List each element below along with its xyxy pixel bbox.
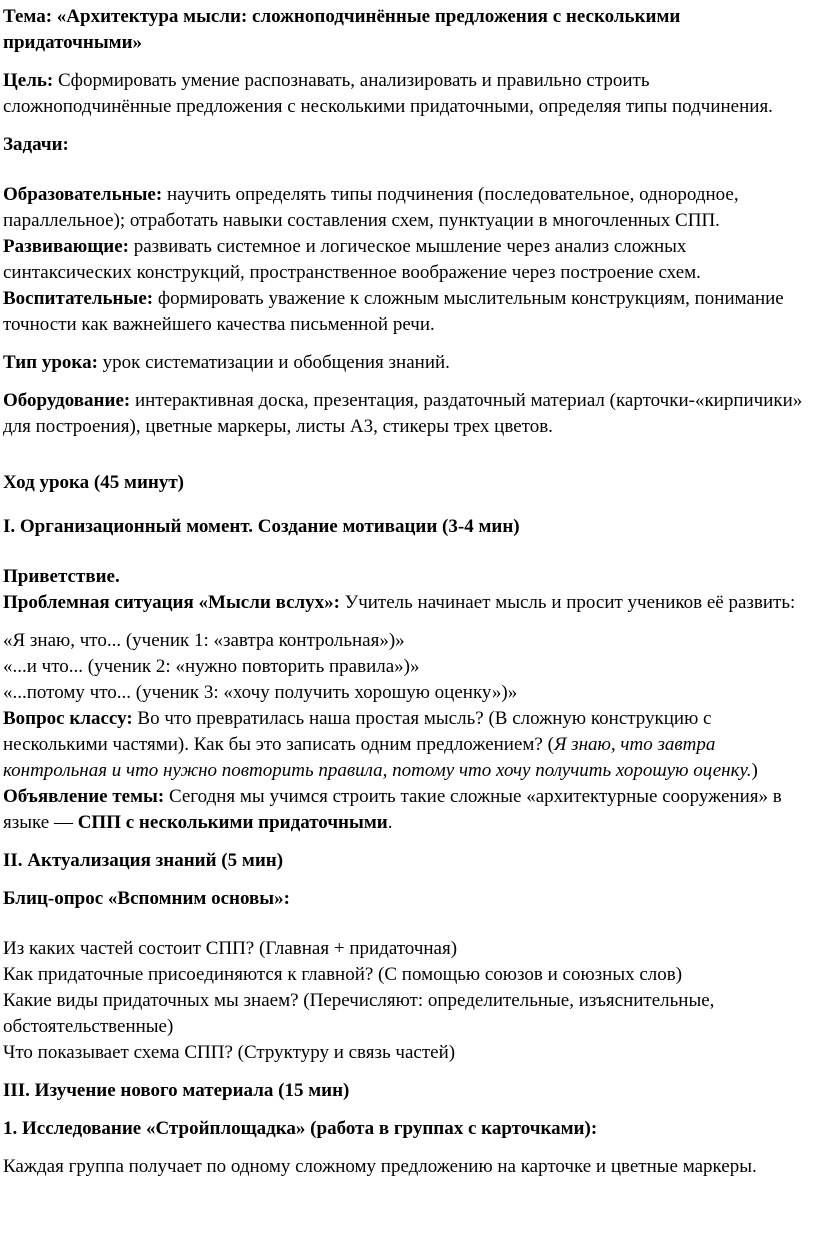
- lesson-type-paragraph: [3, 350, 806, 376]
- course-heading: Ход урока (45 минут): [3, 472, 185, 493]
- problem-paragraph: [3, 590, 806, 616]
- announce-text: Сегодня мы учимся строить такие сложные «архитектурные сооружения» в языке —: [3, 786, 782, 833]
- task-educational: [3, 182, 806, 234]
- blitz-heading: Блиц-опрос «Вспомним основы»:: [3, 888, 290, 909]
- equipment-label: Оборудование:: [3, 390, 131, 411]
- equipment-paragraph: [3, 388, 806, 440]
- blitz-question: Какие виды придаточных мы знаем? (Перечисляют: определительные, изъяснительные, обстоятельственные): [3, 990, 715, 1037]
- goal-text: Сформировать умение распознавать, анализировать и правильно строить сложноподчинённые предложения с несколькими придаточными, определяя типы подчинения.: [3, 70, 773, 117]
- announce-paragraph: Объявление темы: Сегодня мы учимся строить такие сложные «архитектурные сооружения» в языке — СПП с несколькими придаточными.: [3, 786, 782, 833]
- blitz-question: Как придаточные присоединяются к главной? (С помощью союзов и союзных слов): [3, 964, 683, 985]
- blitz-question: Что показывает схема СПП? (Структуру и связь частей): [3, 1042, 456, 1063]
- announce-label: Объявление темы:: [3, 786, 165, 807]
- question-example: Я знаю, что завтра контрольная и что нужно повторить правила, потому что хочу получить хорошую оценку.: [3, 734, 752, 781]
- section2-heading: II. Актуализация знаний (5 мин): [3, 850, 284, 871]
- quote-line: «...и что... (ученик 2: «нужно повторить правила»)»: [3, 656, 420, 677]
- goal-paragraph: [3, 68, 806, 120]
- task-label: Образовательные:: [3, 184, 163, 205]
- task-label: Воспитательные:: [3, 288, 154, 309]
- question-label: Вопрос классу:: [3, 708, 133, 729]
- task-text: формировать уважение к сложным мыслительным конструкциям, понимание точности как важнейшего качества письменной речи.: [3, 288, 784, 335]
- section3-subheading: 1. Исследование «Стройплощадка» (работа в группах с карточками):: [3, 1118, 598, 1139]
- task-developing: [3, 234, 806, 286]
- question-text: Во что превратилась наша простая мысль? (В сложную конструкцию с несколькими частями). Как бы это записать одним предложением? (: [3, 708, 712, 755]
- topic-label: Тема:: [3, 6, 53, 27]
- blitz-question: Из каких частей состоит СПП? (Главная + придаточная): [3, 938, 458, 959]
- task-text: научить определять типы подчинения (последовательное, однородное, параллельное); отработать навыки составления схем, пунктуации в многочленных СПП.: [3, 184, 739, 231]
- topic-paragraph: [3, 4, 806, 56]
- quote-line: «Я знаю, что... (ученик 1: «завтра контрольная»)»: [3, 630, 405, 651]
- task-label: Развивающие:: [3, 236, 129, 257]
- quote-line: «...потому что... (ученик 3: «хочу получить хорошую оценку»)»: [3, 682, 518, 703]
- lesson-type-text: урок систематизации и обобщения знаний.: [102, 352, 450, 373]
- section3-text: Каждая группа получает по одному сложному предложению на карточке и цветные маркеры.: [3, 1156, 757, 1177]
- section1-heading: I. Организационный момент. Создание мотивации (3-4 мин): [3, 516, 520, 537]
- problem-text: Учитель начинает мысль и просит учеников её развить:: [344, 592, 796, 613]
- topic-text: «Архитектура мысли: сложноподчинённые предложения с несколькими придаточными»: [3, 6, 681, 53]
- task-upbringing: [3, 286, 806, 338]
- greeting: Приветствие.: [3, 566, 120, 587]
- task-text: развивать системное и логическое мышление через анализ сложных синтаксических конструкций, пространственное воображение через построение схем.: [3, 236, 701, 283]
- announce-topic: СПП с несколькими придаточными: [77, 812, 388, 833]
- problem-label: Проблемная ситуация «Мысли вслух»:: [3, 592, 340, 613]
- section3-heading: III. Изучение нового материала (15 мин): [3, 1080, 350, 1101]
- lesson-type-label: Тип урока:: [3, 352, 98, 373]
- tasks-heading: Задачи:: [3, 134, 69, 155]
- goal-label: Цель:: [3, 70, 54, 91]
- question-paragraph: Вопрос классу: Во что превратилась наша простая мысль? (В сложную конструкцию с несколькими частями). Как бы это записать одним предложением? (Я знаю, что завтра контрольная и что нужно повторить правила, потому что хочу получить хорошую оценку.): [3, 708, 758, 781]
- equipment-text: интерактивная доска, презентация, раздаточный материал (карточки-«кирпичики» для построения), цветные маркеры, листы А3, стикеры трех цветов.: [3, 390, 803, 437]
